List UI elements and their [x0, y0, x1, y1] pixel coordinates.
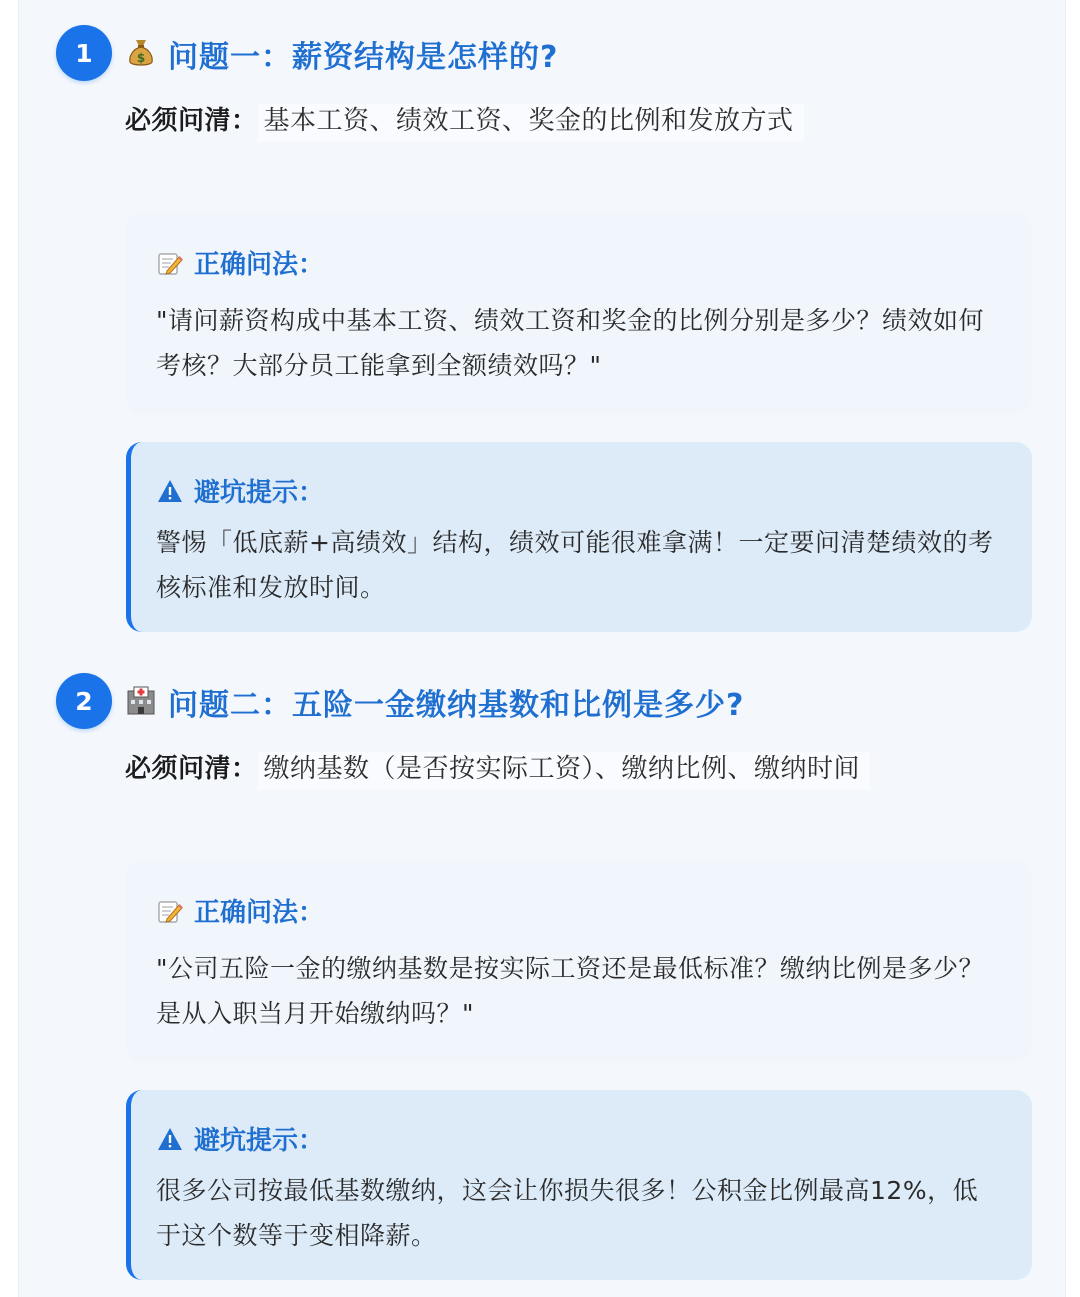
correct-question-heading-text: 正确问法：	[194, 250, 325, 280]
question-number: 1	[75, 38, 93, 68]
warning-icon	[156, 477, 184, 505]
svg-text:$: $	[136, 51, 146, 65]
correct-question-heading-text: 正确问法：	[194, 898, 325, 928]
must-ask-row	[125, 100, 804, 137]
warning-heading-text: 避坑提示：	[194, 1126, 325, 1156]
correct-question-text: "公司五险一金的缴纳基数是按实际工资还是最低标准？缴纳比例是多少？是从入职当月开始缴纳吗？"	[156, 954, 985, 1028]
warning-heading	[156, 1120, 324, 1157]
must-ask-label: 必须问清：	[125, 106, 258, 136]
warning-icon	[156, 1125, 184, 1153]
must-ask-text: 缴纳基数（是否按实际工资）、缴纳比例、缴纳时间	[258, 752, 871, 790]
money-bag-icon	[126, 37, 156, 67]
correct-question-card	[126, 212, 1032, 414]
question-number-badge	[56, 25, 112, 81]
question-number-badge	[56, 673, 112, 729]
page	[18, 0, 1066, 1297]
warning-heading	[156, 472, 324, 509]
memo-icon	[156, 249, 184, 277]
question-number: 2	[75, 686, 93, 716]
warning-text: 很多公司按最低基数缴纳，这会让你损失很多！公积金比例最高12%，低于这个数等于变相降薪。	[156, 1176, 979, 1250]
warning-text: 警惕「低底薪+高绩效」结构，绩效可能很难拿满！一定要问清楚绩效的考核标准和发放时间。	[156, 528, 994, 602]
must-ask-text: 基本工资、绩效工资、奖金的比例和发放方式	[258, 104, 804, 142]
question-title: 问题二：五险一金缴纳基数和比例是多少?	[168, 688, 745, 723]
must-ask-row	[125, 748, 870, 785]
correct-question-text: "请问薪资构成中基本工资、绩效工资和奖金的比例分别是多少？绩效如何考核？大部分员工能拿到全额绩效吗？"	[156, 306, 985, 380]
must-ask-label: 必须问清：	[125, 754, 258, 784]
hospital-icon	[126, 685, 156, 715]
warning-card	[126, 1090, 1032, 1280]
correct-question-heading	[156, 244, 324, 281]
warning-card	[126, 442, 1032, 632]
question-title: 问题一：薪资结构是怎样的?	[168, 40, 559, 75]
warning-heading-text: 避坑提示：	[194, 478, 325, 508]
correct-question-card	[126, 860, 1032, 1062]
memo-icon	[156, 897, 184, 925]
correct-question-heading	[156, 892, 324, 929]
